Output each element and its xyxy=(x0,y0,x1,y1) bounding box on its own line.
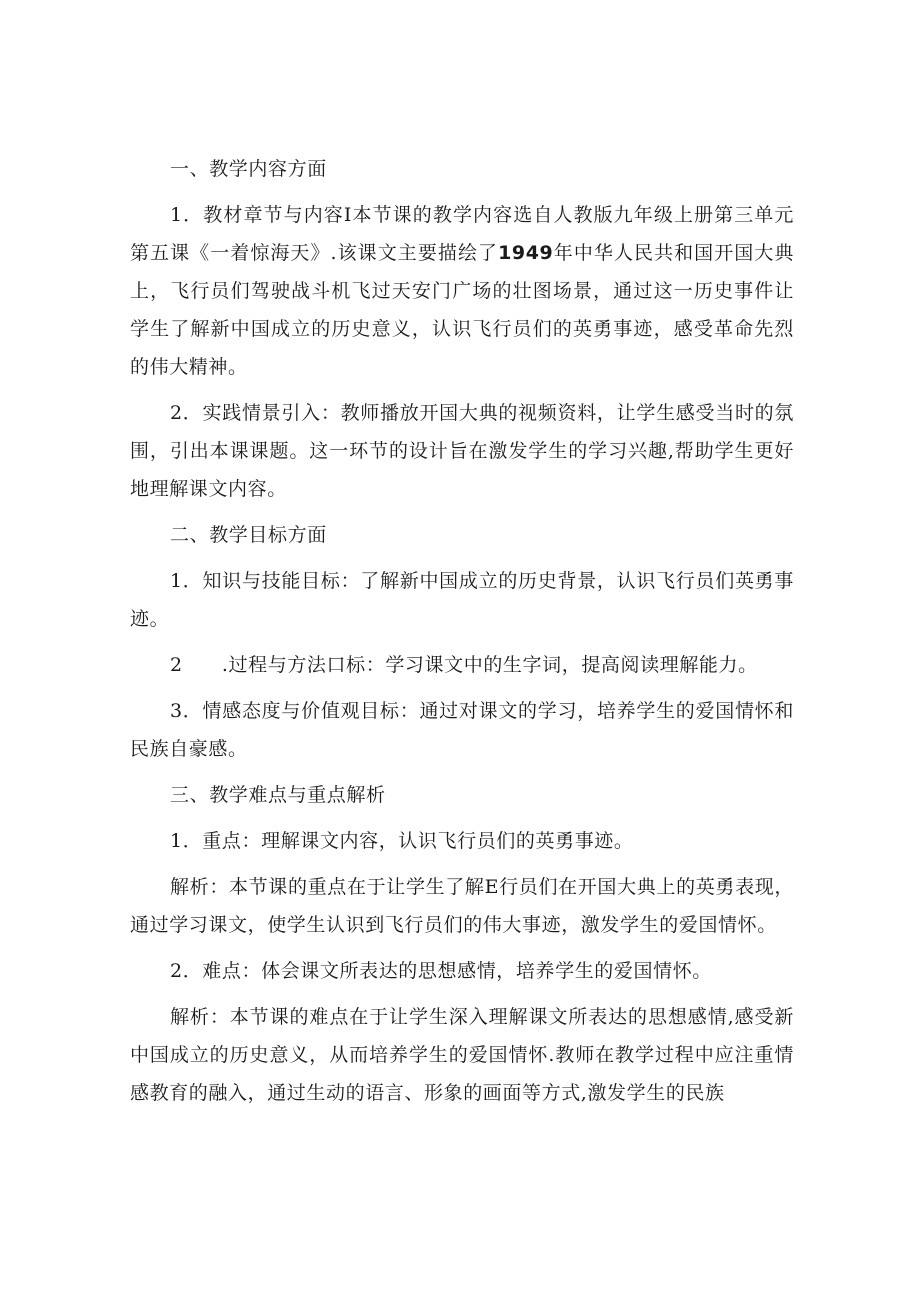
paragraph-difficulty-analysis: 解析：本节课的难点在于让学生深入理解课文所表达的思想感情,感受新中国成立的历史意义，从而培养学生的爱国情怀.教师在教学过程中应注重情感教育的融入，通过生动的语言、形象的画面等方式,激发学生的民族 xyxy=(130,1006,794,1104)
year-number: 1949 xyxy=(498,242,554,264)
paragraph-difficulty: 2．难点：体会课文所表达的思想感情，培养学生的爱国情怀。 xyxy=(170,960,712,982)
section-heading-key-points: 三、教学难点与重点解析 xyxy=(170,784,386,806)
paragraph-text-continued: 年中华人民共和国开国大典上，飞行员们驾驶战斗机飞过天安门广场的壮图场景，通过这一历史事件让学生了解新中国成立的历史意义，认识飞行员们的英勇事迹，感受革命先烈的伟大精神。 xyxy=(130,242,794,378)
paragraph-knowledge-goal: 1．知识与技能目标：了解新中国成立的历史背景，认识飞行员们英勇事迹。 xyxy=(130,570,794,630)
section-heading-objectives: 二、教学目标方面 xyxy=(170,524,327,546)
paragraph-textbook-chapter xyxy=(130,196,794,386)
paragraph-scenario-intro: 2．实践情景引入：教师播放开国大典的视频资料，让学生感受当时的氛围，引出本课课题。这一环节的设计旨在激发学生的学习兴趣,帮助学生更好地理解课文内容。 xyxy=(130,402,794,500)
paragraph-key-point: 1．重点：理解课文内容，认识飞行员们的英勇事迹。 xyxy=(170,830,634,852)
paragraph-text: 1．教材章节与内容I本节课的教学内容选自人教版九年级上册第三单元第五课《一着惊海天》.该课文主要描绘了 xyxy=(130,204,794,264)
paragraph-key-point-analysis: 解析：本节课的重点在于让学生了解E行员们在开国大典上的英勇表现，通过学习课文，使学生认识到飞行员们的伟大事迹，激发学生的爱国情怀。 xyxy=(130,876,794,936)
document-body xyxy=(130,150,794,1120)
section-heading-content: 一、教学内容方面 xyxy=(170,158,327,180)
paragraph-emotion-goal: 3．情感态度与价值观目标：通过对课文的学习，培养学生的爱国情怀和民族自豪感。 xyxy=(130,700,794,760)
paragraph-process-goal: 2 .过程与方法口标：学习课文中的生字词，提高阅读理解能力。 xyxy=(170,654,758,676)
